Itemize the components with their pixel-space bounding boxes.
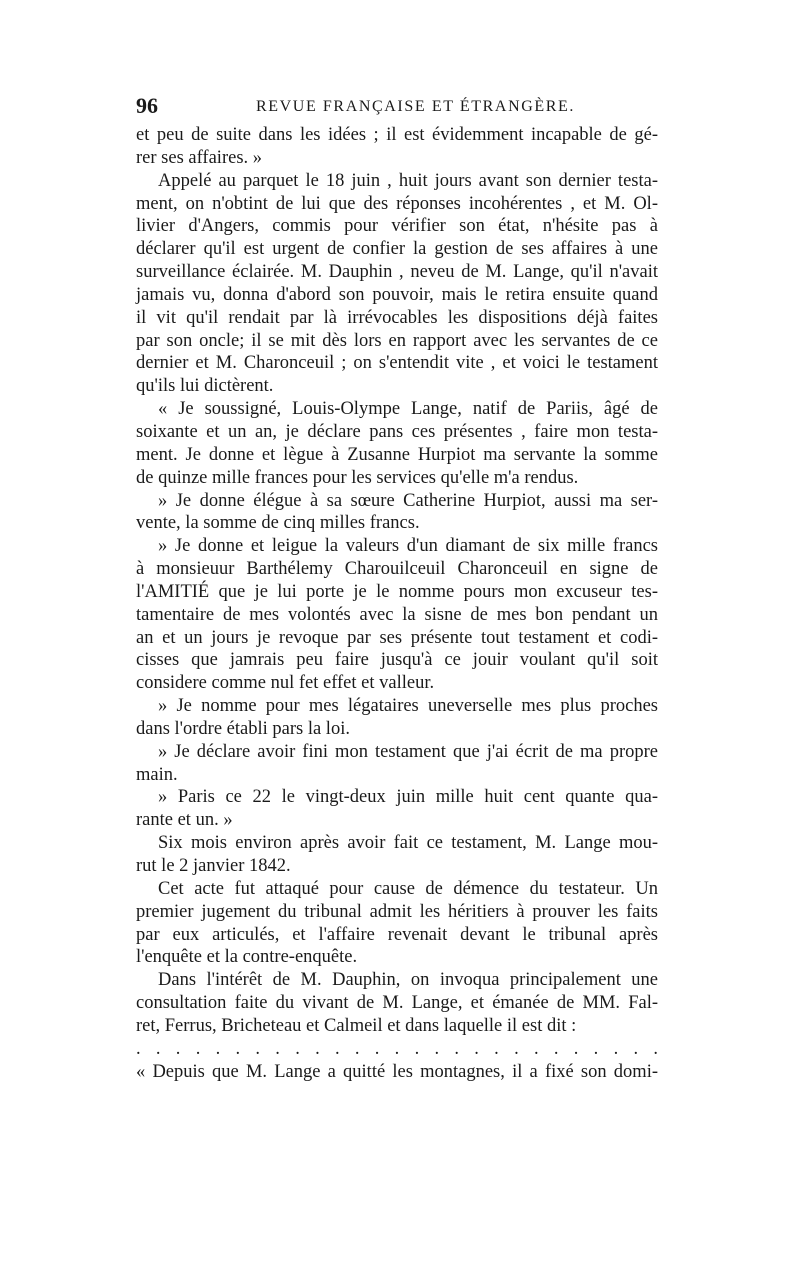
text-line: dans l'ordre établi pars la loi.: [136, 718, 350, 739]
text-line: main.: [136, 764, 178, 785]
text-line: déclarer qu'il est urgent de confier la gestion de ses affaires à une: [136, 239, 658, 260]
text-line: premier jugement du tribunal admit les héritiers à prouver les faits: [136, 901, 658, 922]
text-line: an et un jours je revoque par ses présente tout testament et codi-: [136, 627, 658, 648]
text-line: dernier et M. Charonceuil ; on s'entendit vite , et voici le testament: [136, 353, 658, 374]
text-line: ret, Ferrus, Bricheteau et Calmeil et dans laquelle il est dit :: [136, 1015, 577, 1036]
text-line: Appelé au parquet le 18 juin , huit jours avant son dernier testa-: [158, 170, 658, 191]
text-line: » Je déclare avoir fini mon testament que j'ai écrit de ma propre: [158, 741, 658, 762]
text-line: livier d'Angers, commis pour vérifier son état, n'hésite pas à: [136, 216, 658, 237]
text-line: » Paris ce 22 le vingt-deux juin mille huit cent quante qua-: [158, 787, 658, 808]
text-line: Six mois environ après avoir fait ce testament, M. Lange mou-: [158, 833, 658, 854]
page-number: 96: [136, 93, 158, 118]
text-line: par son oncle; il se mit dès lors en rapport avec les servantes de ce: [136, 330, 658, 351]
text-line: tamentaire de mes volontés avec la sisne de mes bon pendant un: [136, 604, 658, 625]
text-line: qu'ils lui dictèrent.: [136, 376, 274, 397]
text-line: il vit qu'il rendait par là irrévocables les dispositions déjà faites: [136, 307, 658, 328]
text-line: » Je nomme pour mes légataires uneverselle mes plus proches: [158, 696, 658, 717]
text-line: « Je soussigné, Louis-Olympe Lange, natif de Pariis, âgé de: [158, 399, 658, 420]
text-line: jamais vu, donna d'abord son pouvoir, mais le retira ensuite quand: [136, 284, 658, 305]
text-line: « Depuis que M. Lange a quitté les montagnes, il a fixé son domi-: [136, 1061, 658, 1082]
text-line: de quinze mille frances pour les services qu'elle m'a rendus.: [136, 467, 579, 488]
text-line: l'enquête et la contre-enquête.: [136, 947, 358, 968]
text-line: soixante et un an, je déclare pans ces présentes , faire mon testa-: [136, 421, 658, 442]
text-line: ment, on n'obtint de lui que des réponses incohérentes , et M. Ol-: [136, 193, 658, 214]
running-title: REVUE FRANÇAISE ET ÉTRANGÈRE.: [256, 98, 575, 115]
text-line: considere comme nul fet effet et valleur.: [136, 673, 435, 694]
body-text: [136, 124, 658, 1083]
page-header: [136, 93, 660, 123]
text-line: rut le 2 janvier 1842.: [136, 856, 291, 876]
text-line: Cet acte fut attaqué pour cause de démence du testateur. Un: [158, 878, 658, 899]
text-line: à monsieuur Barthélemy Charouilceuil Charonceuil en signe de: [136, 559, 658, 580]
text-line: par eux articulés, et l'affaire revenait devant le tribunal après: [136, 924, 658, 945]
text-line: . . . . . . . . . . . . . . . . . . . . . . . . . . .: [136, 1038, 658, 1059]
text-line: et peu de suite dans les idées ; il est évidemment incapable de gé-: [136, 125, 658, 145]
text-line: Dans l'intérêt de M. Dauphin, on invoqua principalement une: [158, 970, 658, 991]
text-line: » Je donne élégue à sa sœure Catherine Hurpiot, aussi ma ser-: [158, 490, 658, 511]
text-line: consultation faite du vivant de M. Lange, et émanée de MM. Fal-: [136, 993, 658, 1014]
text-line: rante et un. »: [136, 810, 233, 831]
text-line: rer ses affaires. »: [136, 147, 263, 168]
text-line: surveillance éclairée. M. Dauphin , neveu de M. Lange, qu'il n'avait: [136, 262, 658, 283]
text-line: » Je donne et leigue la valeurs d'un diamant de six mille francs: [158, 536, 658, 557]
text-line: l'AMITIÉ que je lui porte je le nomme pours mon excuseur tes-: [136, 581, 658, 602]
text-line: cisses que jamrais peu faire jusqu'à ce jouir voulant qu'il soit: [136, 650, 658, 671]
text-line: vente, la somme de cinq milles francs.: [136, 513, 420, 534]
text-line: ment. Je donne et lègue à Zusanne Hurpiot ma servante la somme: [136, 444, 658, 465]
